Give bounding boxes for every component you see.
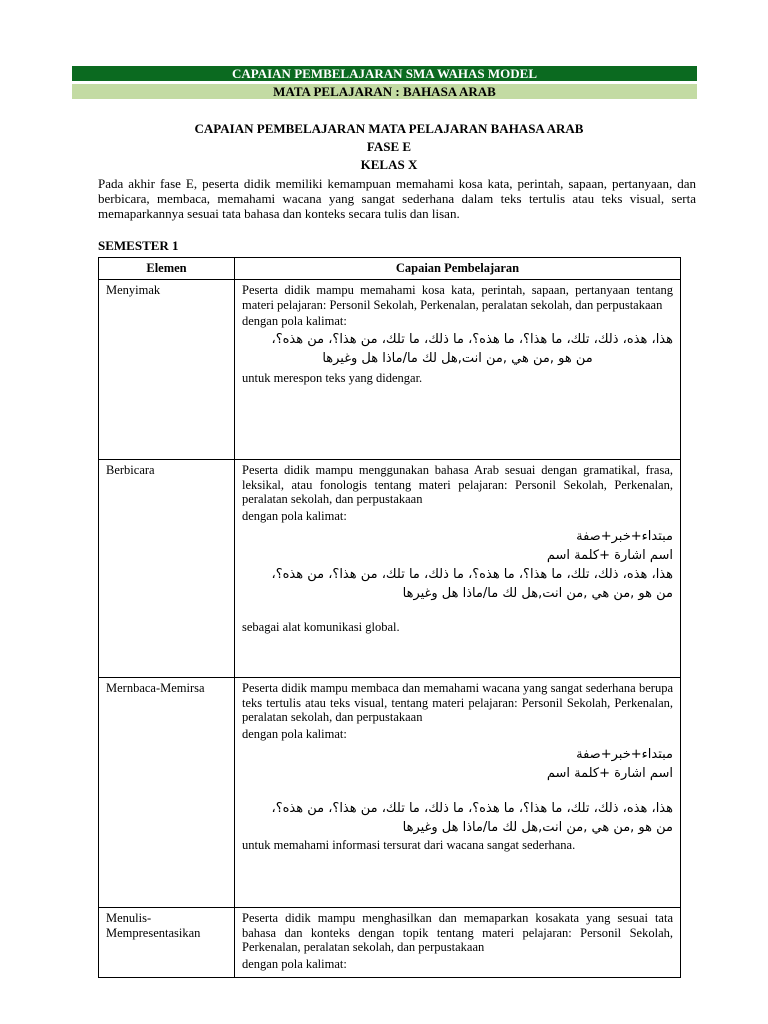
outcome-closing: untuk memahami informasi tersurat dari wacana sangat sederhana. — [242, 837, 576, 852]
table-row — [99, 460, 681, 678]
arabic-pattern-1: مبتداء+خبر+صفة — [576, 746, 673, 762]
pattern-label: dengan pola kalimat: — [242, 314, 347, 328]
element-cell: Mernbaca-Memirsa — [99, 678, 235, 908]
intro-paragraph: Pada akhir fase E, peserta didik memiliki kemampuan memahami kosa kata, perintah, sapaan, pertanyaan, dan berbicara, membaca, memahami wacana yang sangat sederhana dalam teks tertulis atau teks visual, serta memaparkannya sesuai tata bahasa dan konteks secara tulis dan lisan. — [98, 176, 696, 221]
learning-outcomes-table — [98, 257, 681, 978]
header-outcomes: Capaian Pembelajaran — [235, 258, 681, 280]
arabic-demonstratives: هذا، هذه، ذلك، تلك، ما هذا؟، ما هذه؟، ما ذلك، ما تلك، من هذا؟، من هذه؟، — [271, 566, 673, 582]
outcome-cell — [235, 678, 681, 908]
outcome-description: Peserta didik mampu membaca dan memahami wacana yang sangat sederhana berupa teks tertulis atau teks visual, tentang materi pelajaran: Personil Sekolah, Perkenalan, peralatan sekolah, dan perpustakaan — [242, 681, 673, 724]
table-row — [99, 908, 681, 978]
outcome-cell — [235, 460, 681, 678]
arabic-pattern-2: اسم اشارة +كلمة اسم — [546, 547, 673, 563]
table-row — [99, 280, 681, 460]
arabic-demonstratives: هذا، هذه، ذلك، تلك، ما هذا؟، ما هذه؟، ما ذلك، ما تلك، من هذا؟، من هذه؟، — [271, 800, 673, 816]
arabic-questions: من هو ,من هي ,من انت,هل لك ما/ماذا هل وغيرها — [402, 819, 673, 835]
title-banner: CAPAIAN PEMBELAJARAN SMA WAHAS MODEL — [72, 66, 697, 81]
arabic-questions: من هو ,من هي ,من انت,هل لك ما/ماذا هل وغيرها — [402, 585, 673, 601]
class-heading: KELAS X — [360, 157, 418, 172]
element-cell: Berbicara — [99, 460, 235, 678]
header-element: Elemen — [99, 258, 235, 280]
outcome-description: Peserta didik mampu menghasilkan dan memaparkan kosakata yang sesuai tata bahasa dan konteks dengan topik tentang materi pelajaran: Personil Sekolah, Perkenalan, peralatan sekolah, dan perpustakaan — [242, 911, 673, 954]
pattern-label: dengan pola kalimat: — [242, 726, 347, 741]
outcome-closing: untuk merespon teks yang didengar. — [242, 371, 423, 385]
element-cell: Menulis-Mempresentasikan — [99, 908, 235, 978]
outcome-description: Peserta didik mampu menggunakan bahasa Arab sesuai dengan gramatikal, frasa, leksikal, atau fonologis tentang materi pelajaran: Personil Sekolah, Perkenalan, peralatan sekolah, dan perpustakaan — [242, 463, 673, 506]
arabic-pattern-1: مبتداء+خبر+صفة — [576, 528, 673, 544]
outcome-cell — [235, 280, 681, 460]
semester-label: SEMESTER 1 — [98, 238, 179, 253]
phase-heading: FASE E — [366, 139, 412, 154]
arabic-demonstratives: هذا، هذه، ذلك، تلك، ما هذا؟، ما هذه؟، ما ذلك، ما تلك، من هذا؟، من هذه؟، — [271, 332, 673, 347]
pattern-label: dengan pola kalimat: — [242, 508, 347, 523]
outcome-description: Peserta didik mampu memahami kosa kata, perintah, sapaan, pertanyaan tentang materi pelajaran: Personil Sekolah, Perkenalan, peralatan sekolah, dan perpustakaan — [242, 283, 673, 312]
subject-banner: MATA PELAJARAN : BAHASA ARAB — [72, 84, 697, 99]
pattern-label: dengan pola kalimat: — [242, 956, 347, 971]
table-row — [99, 678, 681, 908]
document-heading: CAPAIAN PEMBELAJARAN MATA PELAJARAN BAHASA ARAB — [194, 121, 584, 136]
arabic-questions: من هو ,من هي ,من انت,هل لك ما/ماذا هل وغيرها — [322, 351, 593, 366]
outcome-closing: sebagai alat komunikasi global. — [242, 619, 400, 634]
arabic-pattern-2: اسم اشارة +كلمة اسم — [546, 765, 673, 781]
outcome-cell — [235, 908, 681, 978]
element-cell: Menyimak — [99, 280, 235, 460]
table-header-row — [99, 258, 681, 280]
